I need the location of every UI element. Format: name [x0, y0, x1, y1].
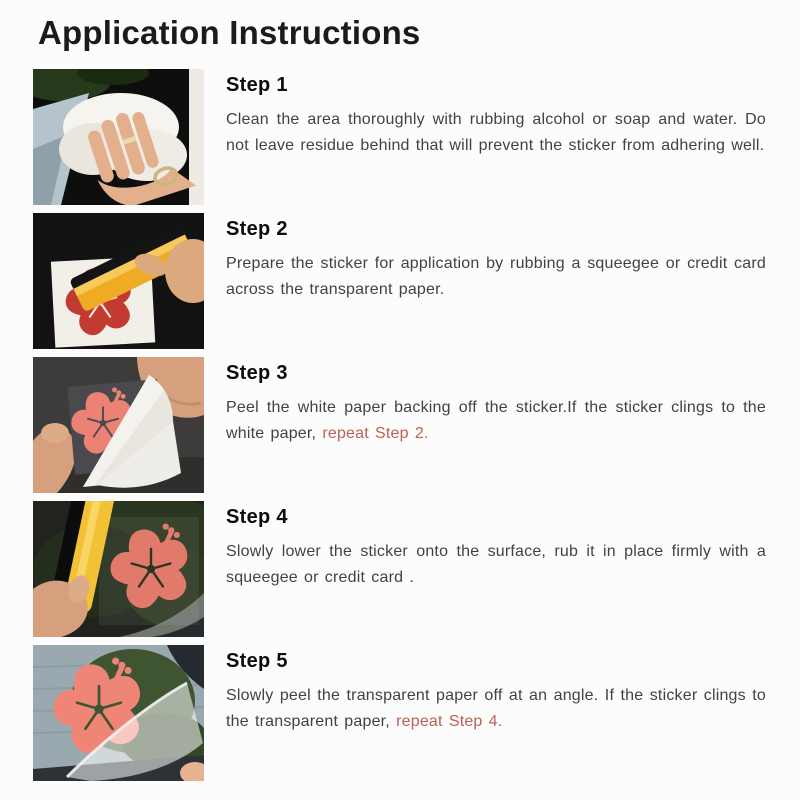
peel-transfer-illustration: [33, 645, 204, 781]
step-2-row: [33, 213, 788, 349]
page-title: Application Instructions: [38, 14, 421, 51]
step-5-row: [33, 645, 788, 781]
squeegee-sticker-illustration: [33, 213, 204, 349]
peel-backing-illustration: [33, 357, 204, 493]
step-3-heading: Step 3: [226, 362, 288, 385]
steps-list: [33, 69, 788, 781]
step-2-text: Prepare the sticker for application by rubbing a squeegee or credit card across the transparent paper.: [226, 255, 766, 299]
step-3-text: Peel the white paper backing off the sticker.If the sticker clings to the white paper, repeat Step 2.: [226, 399, 766, 443]
step-3-photo: [33, 357, 204, 493]
step-5-photo: [33, 645, 204, 781]
step-2-photo: [33, 213, 204, 349]
step-3-red-text: repeat Step 2.: [322, 425, 429, 443]
step-4-copy: [226, 501, 766, 637]
step-4-heading: Step 4: [226, 506, 288, 529]
step-1-heading: Step 1: [226, 74, 288, 97]
step-1-text: Clean the area thoroughly with rubbing alcohol or soap and water. Do not leave residue behind that will prevent the sticker from adhering well.: [226, 111, 766, 155]
step-1-photo: [33, 69, 204, 205]
step-3-copy: [226, 357, 766, 493]
step-5-text: Slowly peel the transparent paper off at an angle. If the sticker clings to the transparent paper, repeat Step 4.: [226, 687, 766, 731]
apply-sticker-illustration: [33, 501, 204, 637]
step-4-text: Slowly lower the sticker onto the surface, rub it in place firmly with a squeegee or credit card .: [226, 543, 766, 587]
step-4-row: [33, 501, 788, 637]
step-3-row: [33, 357, 788, 493]
step-2-heading: Step 2: [226, 218, 288, 241]
step-1-row: [33, 69, 788, 205]
step-4-photo: [33, 501, 204, 637]
step-1-copy: [226, 69, 766, 205]
step-5-red-text: repeat Step 4.: [396, 713, 503, 731]
step-5-heading: Step 5: [226, 650, 288, 673]
step-2-copy: [226, 213, 766, 349]
step-5-copy: [226, 645, 766, 781]
wipe-surface-illustration: [33, 69, 204, 205]
